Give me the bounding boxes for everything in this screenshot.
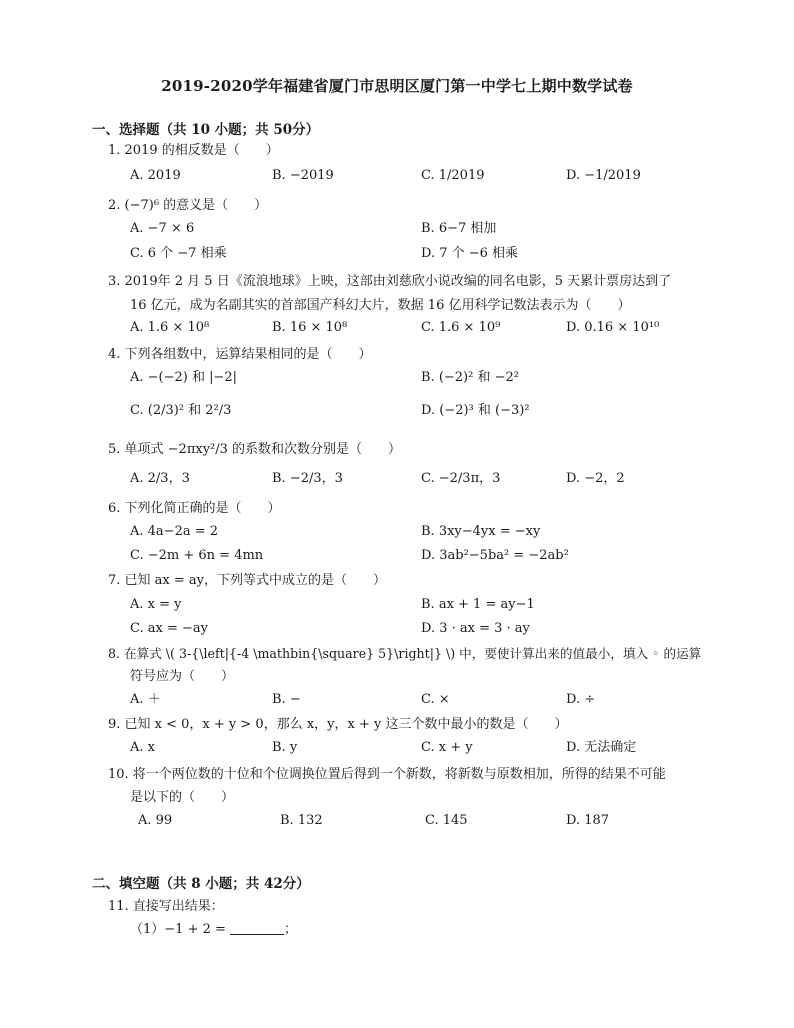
question-2-option-b: B. 6−7 相加 xyxy=(421,221,497,236)
question-1-option-b: B. −2019 xyxy=(272,168,334,183)
question-6-stem: 6. 下列化简正确的是（ ） xyxy=(108,501,281,516)
question-4-option-b: B. (−2)² 和 −2² xyxy=(421,370,519,385)
question-9-option-a: A. x xyxy=(130,740,155,755)
section-heading-fill: 二、填空题（共 8 小题；共 42分） xyxy=(92,876,310,892)
question-9-option-b: B. y xyxy=(272,740,298,755)
question-2-option-a: A. −7 × 6 xyxy=(130,221,195,236)
question-4-option-d: D. (−2)³ 和 (−3)² xyxy=(421,403,530,418)
question-1-option-a: A. 2019 xyxy=(130,168,181,183)
question-3-stem-line-2: 16 亿元，成为名副其实的首部国产科幻大片，数据 16 亿用科学记数法表示为（ ） xyxy=(130,298,631,313)
question-3-option-c: C. 1.6 × 10⁹ xyxy=(421,320,501,335)
question-1-option-c: C. 1/2019 xyxy=(421,168,485,183)
question-6-option-d: D. 3ab²−5ba² = −2ab² xyxy=(421,548,569,563)
question-8-option-b: B. − xyxy=(272,692,301,707)
question-8-option-c: C. × xyxy=(421,692,450,707)
question-5-stem: 5. 单项式 −2πxy²/3 的系数和次数分别是（ ） xyxy=(108,442,402,457)
question-10-option-c: C. 145 xyxy=(425,813,468,828)
question-5-option-a: A. 2/3，3 xyxy=(130,471,190,486)
question-10-stem-line-1: 10. 将一个两位数的十位和个位调换位置后得到一个新数，将新数与原数相加，所得的结果不可能 xyxy=(108,767,666,782)
answer-blank xyxy=(230,921,284,935)
question-8-option-d: D. ÷ xyxy=(566,692,596,707)
question-7-option-d: D. 3 · ax = 3 · ay xyxy=(421,621,530,636)
question-4-option-c: C. (2/3)² 和 2²/3 xyxy=(130,403,232,418)
question-1-option-d: D. −1/2019 xyxy=(566,168,641,183)
question-10-option-b: B. 132 xyxy=(280,813,323,828)
question-6-option-a: A. 4a−2a = 2 xyxy=(130,524,219,539)
question-10-option-a: A. 99 xyxy=(138,813,173,828)
question-3-stem-line-1: 3. 2019年 2 月 5 日《流浪地球》上映，这部由刘慈欣小说改编的同名电影，5 天累计票房达到了 xyxy=(108,274,672,289)
question-1-stem: 1. 2019 的相反数是（ ） xyxy=(108,143,279,158)
question-6-option-b: B. 3xy−4yx = −xy xyxy=(421,524,541,539)
question-7-option-a: A. x = y xyxy=(130,597,182,612)
question-10-stem-line-2: 是以下的（ ） xyxy=(130,790,235,805)
question-9-stem: 9. 已知 x < 0，x + y > 0，那么 x，y，x + y 这三个数中最小的数是（ ） xyxy=(108,717,568,732)
question-5-option-c: C. −2/3π，3 xyxy=(421,471,501,486)
question-9-option-d: D. 无法确定 xyxy=(566,740,637,755)
question-7-option-c: C. ax = −ay xyxy=(130,621,208,636)
question-10-option-d: D. 187 xyxy=(566,813,610,828)
question-11-part-1-expression: （1）−1 + 2 = xyxy=(130,922,226,937)
question-7-stem: 7. 已知 ax = ay，下列等式中成立的是（ ） xyxy=(108,573,387,588)
question-11-part-1-end: ； xyxy=(284,922,298,937)
question-7-option-b: B. ax + 1 = ay−1 xyxy=(421,597,535,612)
question-3-option-b: B. 16 × 10⁸ xyxy=(272,320,348,335)
exam-title: 2019-2020学年福建省厦门市思明区厦门第一中学七上期中数学试卷 xyxy=(161,77,633,95)
question-5-option-b: B. −2/3，3 xyxy=(272,471,343,486)
question-2-option-c: C. 6 个 −7 相乘 xyxy=(130,246,227,261)
question-8-stem-line-2: 符号应为（ ） xyxy=(130,669,235,684)
question-11-stem: 11. 直接写出结果： xyxy=(108,899,224,914)
question-4-stem: 4. 下列各组数中，运算结果相同的是（ ） xyxy=(108,347,372,362)
question-6-option-c: C. −2m + 6n = 4mn xyxy=(130,548,264,563)
question-5-option-d: D. −2，2 xyxy=(566,471,625,486)
question-8-stem-line-1: 8. 在算式 \( 3-{\left|{-4 \mathbin{\square} 5}\right|} \) 中，要使计算出来的值最小，填入 ◦ 的运算 xyxy=(108,646,702,661)
question-8-option-a: A. ＋ xyxy=(130,692,161,707)
question-4-option-a: A. −(−2) 和 |−2| xyxy=(130,370,238,385)
question-11-part-1 xyxy=(130,921,297,939)
question-3-option-a: A. 1.6 × 10⁸ xyxy=(130,320,210,335)
question-9-option-c: C. x + y xyxy=(421,740,473,755)
question-2-stem: 2. (−7)⁶ 的意义是（ ） xyxy=(108,198,268,213)
section-heading-choice: 一、选择题（共 10 小题；共 50分） xyxy=(92,122,320,138)
question-3-option-d: D. 0.16 × 10¹⁰ xyxy=(566,320,660,335)
question-2-option-d: D. 7 个 −6 相乘 xyxy=(421,246,519,261)
